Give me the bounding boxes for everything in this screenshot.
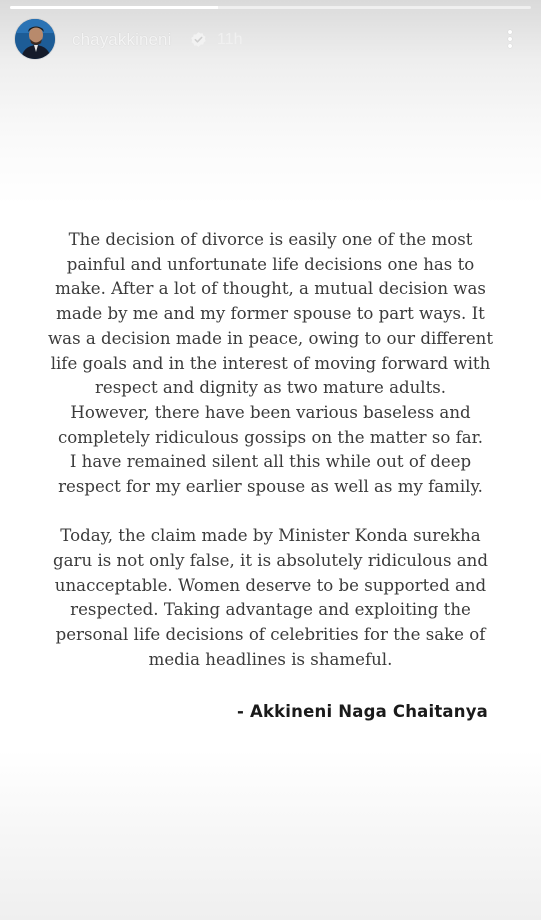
statement-line: completely ridiculous gossips on the matter so far. [57, 427, 484, 447]
story-progress-fill [10, 6, 218, 9]
statement-line: Today, the claim made by Minister Konda surekha [60, 526, 481, 546]
statement-line: made by me and my former spouse to part ways. It [56, 304, 485, 324]
statement-line: personal life decisions of celebrities for the sake of [55, 625, 486, 645]
statement-line: unacceptable. Women deserve to be supported and [54, 575, 487, 595]
statement-line: painful and unfortunate life decisions one has to [66, 254, 475, 274]
verified-badge-icon [190, 31, 207, 48]
statement-line: garu is not only false, it is absolutely ridiculous and [53, 550, 488, 570]
statement-line: media headlines is shameful. [148, 649, 393, 669]
statement-line: The decision of divorce is easily one of the most [68, 230, 473, 249]
profile-avatar[interactable] [15, 19, 55, 59]
story-progress-bar [10, 6, 531, 9]
statement-paragraph-1 [30, 228, 511, 500]
statement-text [30, 228, 511, 672]
statement-line: However, there have been various baseless and [70, 402, 471, 422]
statement-line: make. After a lot of thought, a mutual decision was [55, 279, 486, 299]
statement-line: was a decision made in peace, owing to our different [47, 328, 494, 348]
more-options-icon[interactable] [499, 28, 521, 52]
statement-line: respect and dignity as two mature adults. [94, 378, 447, 398]
story-username[interactable]: chayakkineni [72, 30, 172, 49]
story-timestamp: 11h [217, 31, 243, 48]
statement-line: respect for my earlier spouse as well as my family. [58, 477, 483, 497]
statement-line: life goals and in the interest of moving forward with [50, 353, 491, 373]
statement-line: I have remained silent all this while out of deep [69, 452, 472, 472]
statement-signature: - Akkineni Naga Chaitanya [237, 702, 488, 721]
statement-line: respected. Taking advantage and exploiting the [70, 600, 471, 620]
story-header [0, 14, 541, 66]
statement-paragraph-2 [30, 524, 511, 672]
